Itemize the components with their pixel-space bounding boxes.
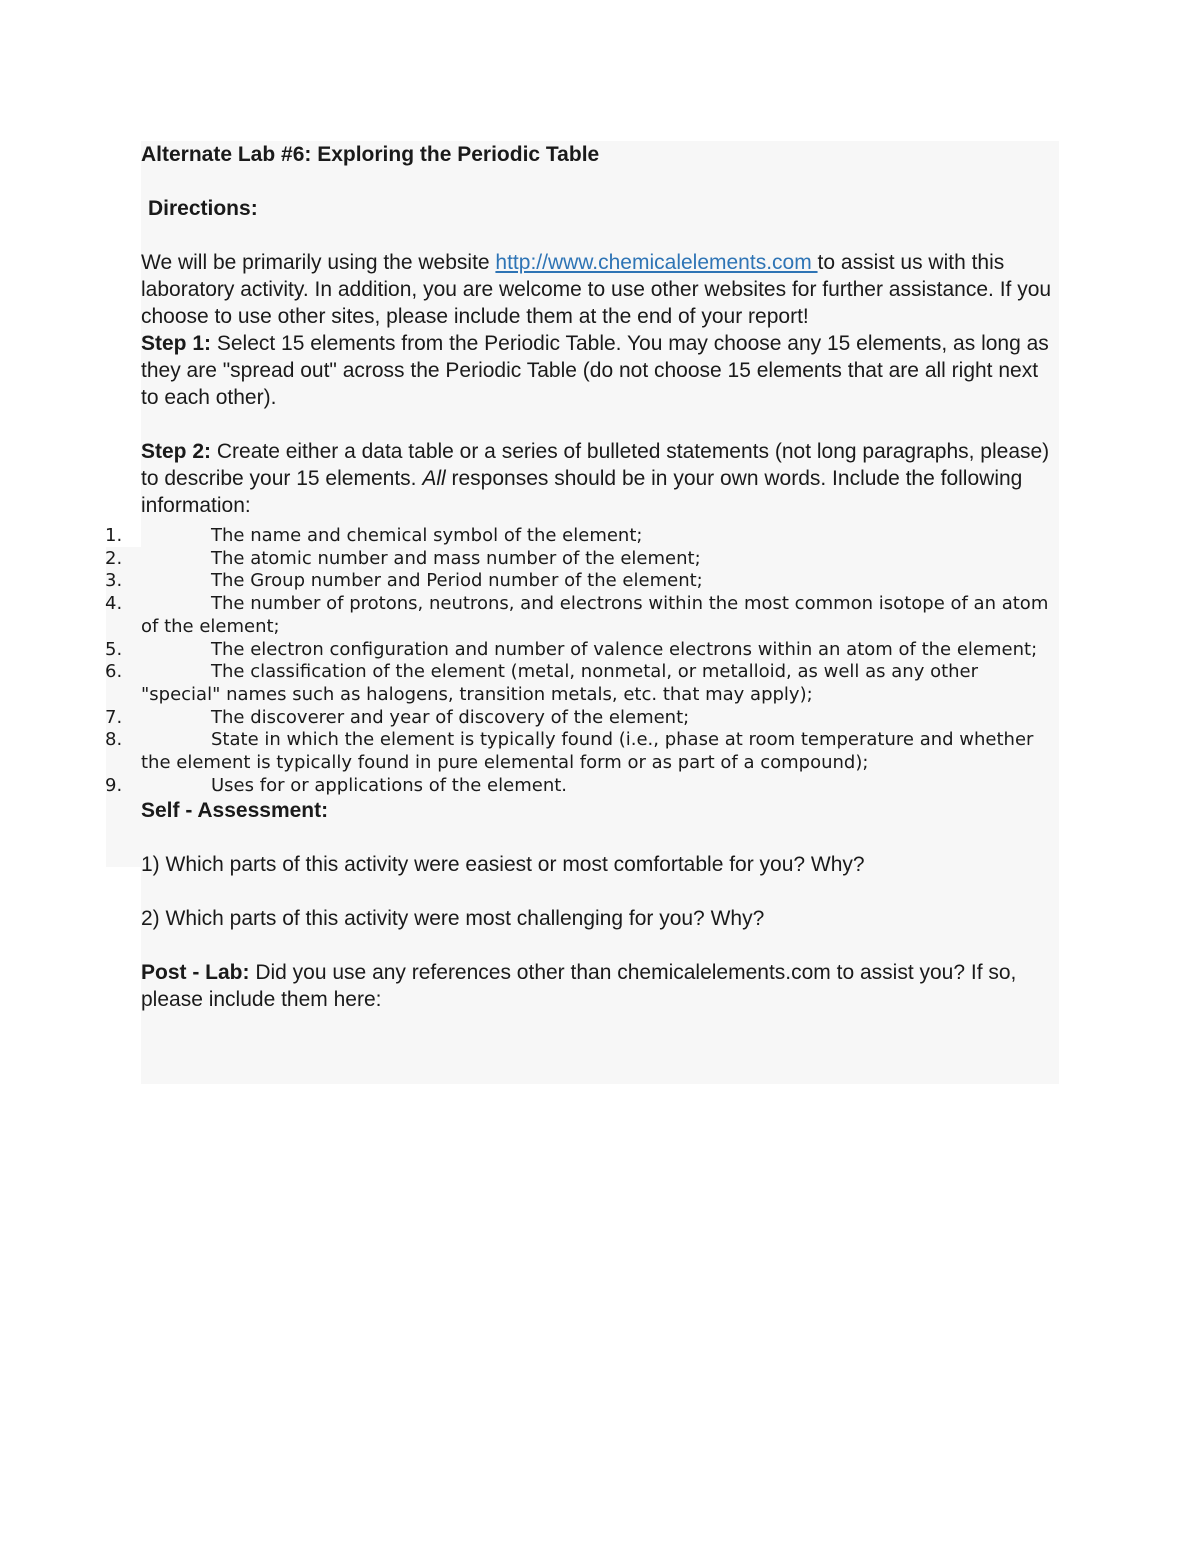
step1-label: Step 1: [141, 332, 212, 355]
list-item-text: Uses for or applications of the element. [211, 774, 568, 796]
list-item [105, 638, 1059, 662]
step2-text-before: Create either a data table or a series of bulleted statements (not long paragraphs, please) to describe your 15 elements. [141, 440, 1050, 490]
list-item-number: 4. [105, 593, 123, 615]
list-item [105, 525, 1059, 548]
list-item-number: 6. [105, 661, 123, 683]
list-item-number: 1. [105, 525, 123, 546]
self-assessment-question-1: 1) Which parts of this activity were easiest or most comfortable for you? Why? [141, 853, 865, 877]
self-assessment-question-2: 2) Which parts of this activity were most challenging for you? Why? [141, 907, 765, 931]
list-item [105, 729, 1059, 774]
list-item-text: The discoverer and year of discovery of the element; [211, 706, 690, 728]
info-list [105, 525, 1059, 797]
list-item-number: 9. [105, 774, 123, 796]
step2-label: Step 2: [141, 440, 212, 463]
list-item-text: The atomic number and mass number of the element; [211, 547, 701, 569]
post-lab-paragraph [141, 959, 1059, 1013]
document-body [105, 141, 1059, 1013]
list-item-text: State in which the element is typically found (i.e., phase at room temperature and whether the element is typically found in pure elemental form or as part of a compound); [141, 729, 1034, 774]
step1-paragraph [141, 330, 1059, 411]
intro-text-before: We will be primarily using the website [141, 251, 496, 274]
document-title: Alternate Lab #6: Exploring the Periodic Table [141, 143, 600, 166]
list-item-number: 8. [105, 729, 123, 751]
list-item [105, 774, 1059, 798]
step1-text: Select 15 elements from the Periodic Table. You may choose any 15 elements, as long as they are "spread out" across the Periodic Table (do not choose 15 elements that are all right next to each other). [141, 332, 1049, 409]
step2-italic-word: All [422, 467, 446, 490]
list-item-text: The number of protons, neutrons, and electrons within the most common isotope of an atom of the element; [141, 593, 1049, 637]
post-lab-text: Did you use any references other than chemicalelements.com to assist you? If so, please include them here: [141, 961, 1017, 1012]
intro-text-after: to assist us with this laboratory activity. In addition, you are welcome to use other websites for further assistance. If you choose to use other sites, please include them at the end of your report! [141, 251, 1052, 328]
intro-paragraph [141, 249, 1059, 330]
chemicalelements-link[interactable]: http://www.chemicalelements.com [495, 251, 818, 274]
step2-text-after: responses should be in your own words. Include the following information: [141, 467, 1023, 517]
list-item [105, 661, 1059, 706]
list-item-text: The name and chemical symbol of the element; [211, 525, 643, 546]
list-item-text: The classification of the element (metal, nonmetal, or metalloid, as well as any other "special" names such as halogens, transition metals, etc. that may apply); [141, 661, 979, 705]
list-item-text: The electron configuration and number of valence electrons within an atom of the element; [211, 638, 1038, 660]
list-item-number: 2. [105, 547, 123, 569]
list-item [105, 547, 1059, 571]
list-item [105, 570, 1059, 593]
step2-paragraph [141, 438, 1059, 519]
list-item [105, 706, 1059, 730]
list-item-number: 5. [105, 638, 123, 660]
list-item [105, 593, 1059, 638]
list-item-number: 7. [105, 706, 123, 728]
list-item-text: The Group number and Period number of the element; [211, 570, 703, 592]
list-item-number: 3. [105, 570, 123, 592]
post-lab-label: Post - Lab: [141, 961, 250, 985]
self-assessment-heading: Self - Assessment: [141, 799, 329, 823]
directions-heading: Directions: [148, 197, 258, 220]
